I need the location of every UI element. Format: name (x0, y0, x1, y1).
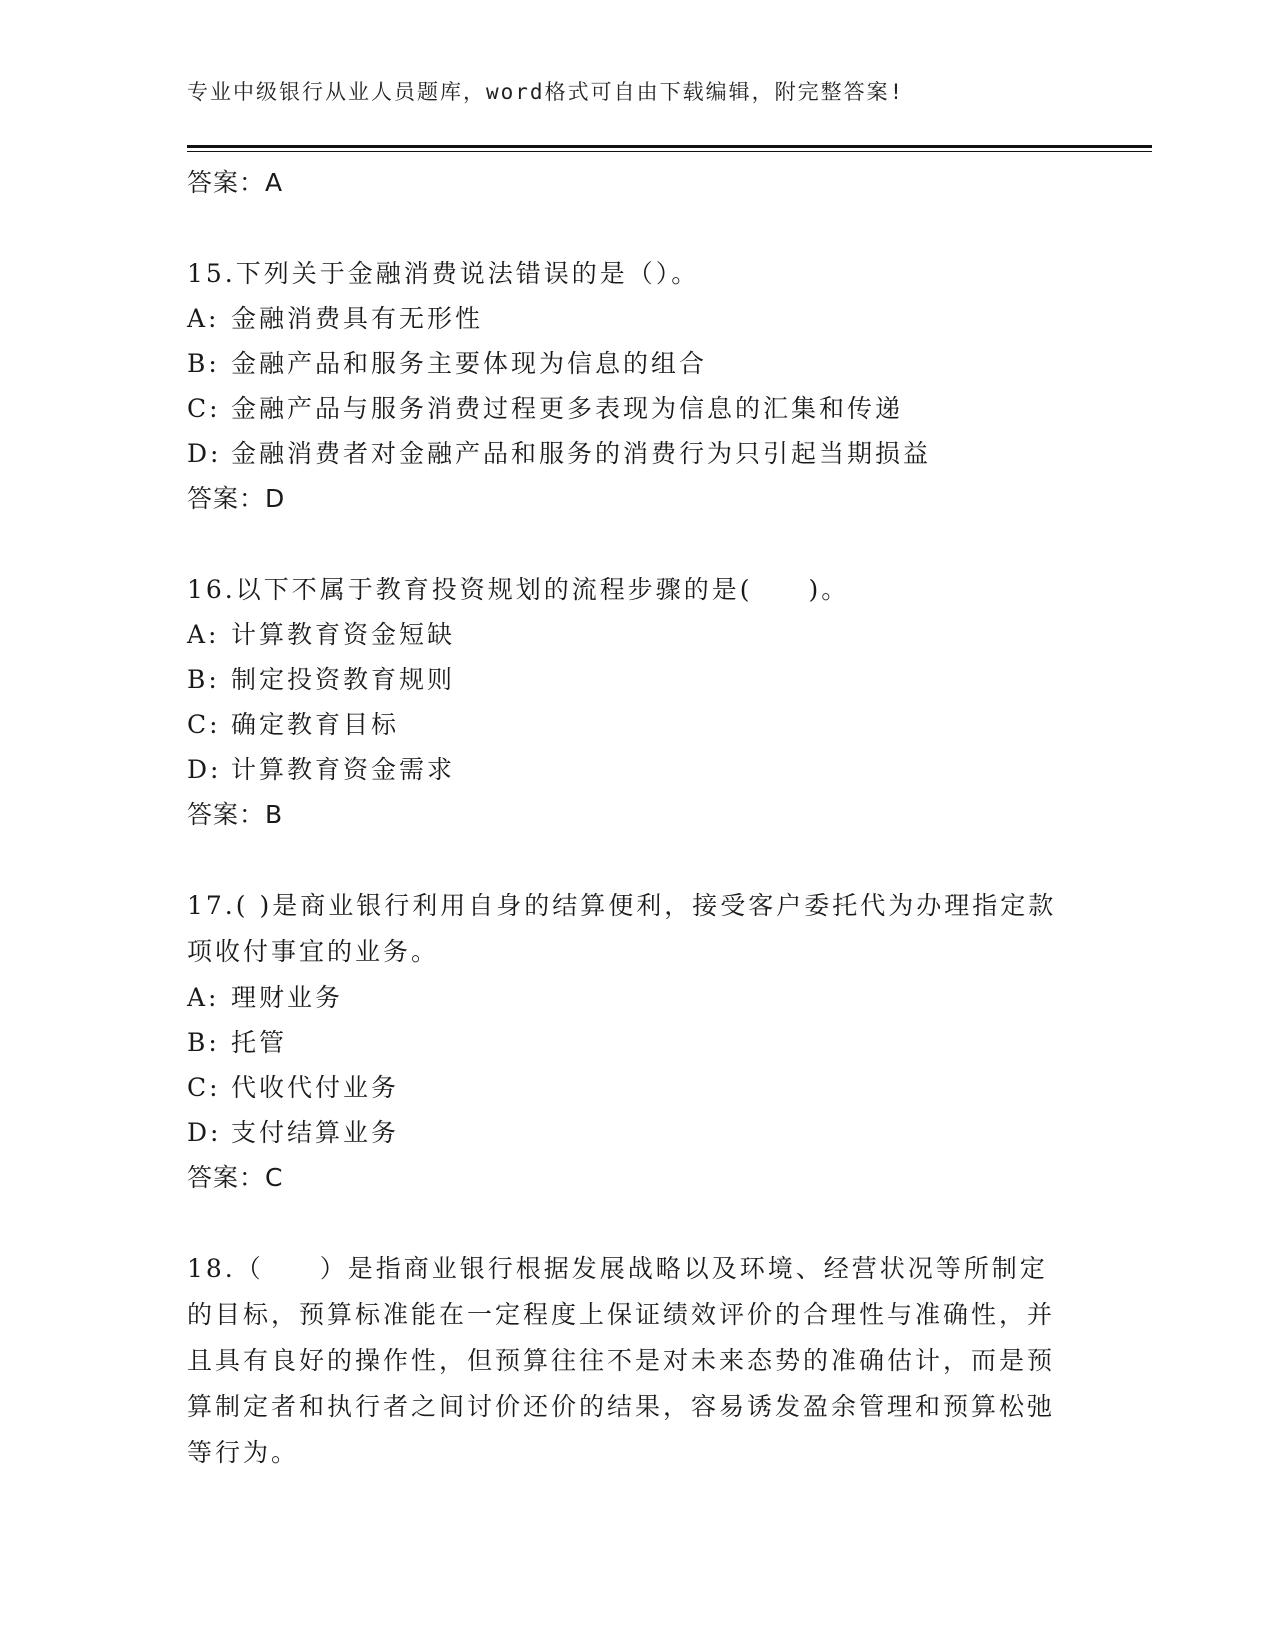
header-rule-thick (187, 145, 1152, 148)
spacer (187, 837, 1067, 883)
option-letter: C: (187, 1073, 221, 1102)
option-letter: D: (187, 1118, 222, 1147)
option-text: 金融产品与服务消费过程更多表现为信息的汇集和传递 (231, 394, 904, 423)
option-c (187, 702, 1067, 747)
option-c (187, 386, 1067, 431)
option-text: 制定投资教育规则 (231, 665, 456, 694)
question-stem: 16.以下不属于教育投资规划的流程步骤的是( )。 (187, 575, 850, 604)
option-letter: A: (187, 983, 220, 1012)
option-text: 金融消费者对金融产品和服务的消费行为只引起当期损益 (231, 439, 932, 468)
prev-answer: 答案：A (187, 168, 284, 197)
option-b (187, 657, 1067, 702)
option-a (187, 612, 1067, 657)
option-d (187, 431, 1067, 476)
question-content (187, 160, 1067, 1476)
header-rule-thin (187, 151, 1152, 152)
question-15 (187, 251, 1067, 521)
option-text: 理财业务 (231, 983, 344, 1012)
option-letter: B: (187, 1028, 220, 1057)
option-text: 金融消费具有无形性 (231, 304, 484, 333)
option-b (187, 1020, 1067, 1065)
option-letter: B: (187, 349, 220, 378)
question-stem: 18.（ ）是指商业银行根据发展战略以及环境、经营状况等所制定的目标，预算标准能在一定程度上保证绩效评价的合理性与准确性，并且具有良好的操作性，但预算往往不是对未来态势的准确估计，而是预算制定者和执行者之间讨价还价的结果，容易诱发盈余管理和预算松弛等行为。 (187, 1254, 1056, 1467)
page-header: 专业中级银行从业人员题库，word格式可自由下载编辑，附完整答案! (187, 80, 905, 104)
option-letter: D: (187, 439, 222, 468)
spacer (187, 205, 1067, 251)
option-a (187, 296, 1067, 341)
option-letter: A: (187, 304, 220, 333)
option-letter: A: (187, 620, 220, 649)
option-text: 代收代付业务 (231, 1073, 400, 1102)
question-17 (187, 883, 1067, 1200)
option-b (187, 341, 1067, 386)
option-text: 计算教育资金短缺 (231, 620, 456, 649)
option-letter: D: (187, 755, 222, 784)
option-a (187, 975, 1067, 1020)
option-letter: B: (187, 665, 220, 694)
option-d (187, 1110, 1067, 1155)
spacer (187, 1200, 1067, 1246)
question-stem: 17.( )是商业银行利用自身的结算便利，接受客户委托代为办理指定款项收付事宜的业务。 (187, 891, 1057, 966)
option-text: 金融产品和服务主要体现为信息的组合 (231, 349, 708, 378)
spacer (187, 521, 1067, 567)
question-stem: 15.下列关于金融消费说法错误的是（）。 (187, 259, 700, 288)
answer-label: 答案：C (187, 1163, 284, 1192)
option-text: 支付结算业务 (231, 1118, 400, 1147)
option-text: 确定教育目标 (231, 710, 400, 739)
option-letter: C: (187, 394, 221, 423)
option-d (187, 747, 1067, 792)
option-text: 托管 (231, 1028, 288, 1057)
question-16 (187, 567, 1067, 837)
option-letter: C: (187, 710, 221, 739)
answer-label: 答案：D (187, 484, 286, 513)
question-18 (187, 1246, 1067, 1476)
answer-label: 答案：B (187, 800, 284, 829)
option-text: 计算教育资金需求 (231, 755, 456, 784)
option-c (187, 1065, 1067, 1110)
